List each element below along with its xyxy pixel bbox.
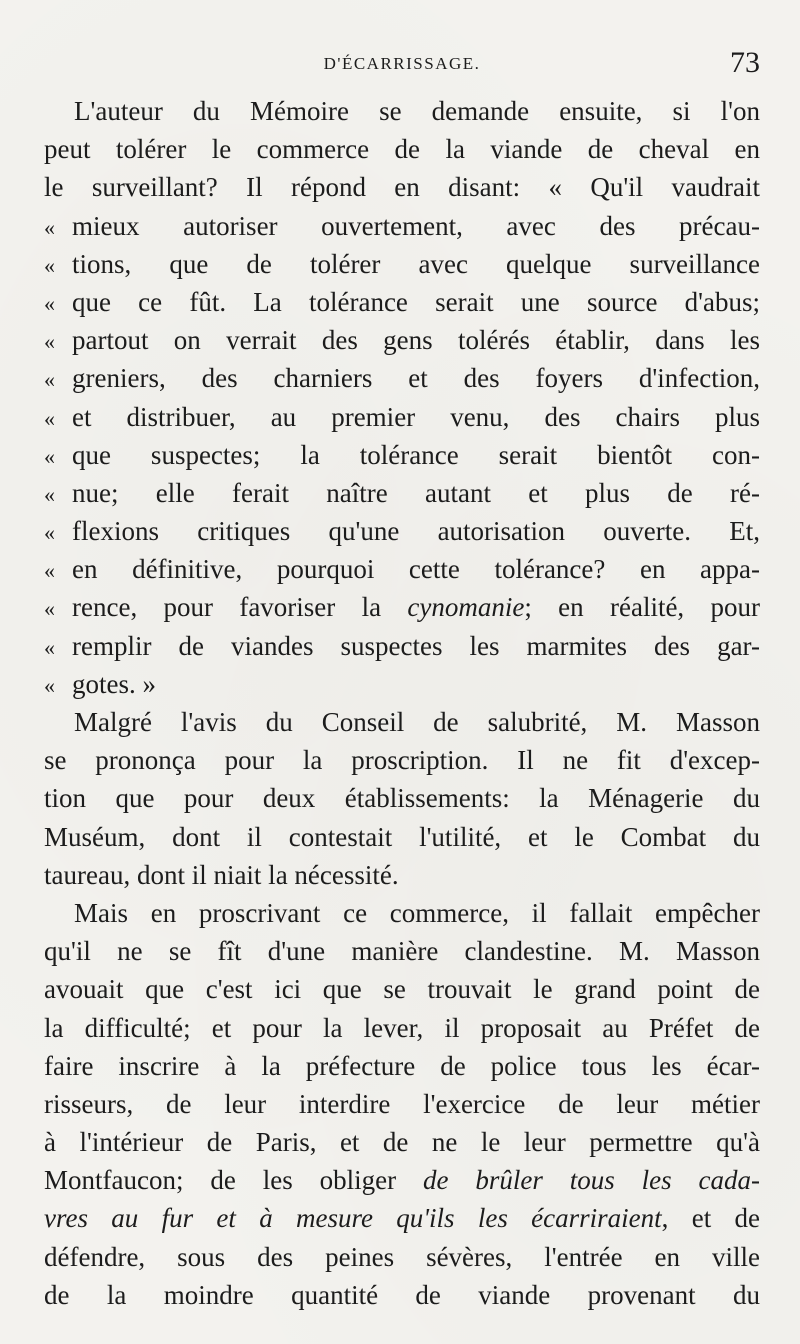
page-number: 73 (730, 46, 760, 79)
quote-mark: « (44, 634, 55, 660)
line-text: Muséum, dont il contestait l'utilité, et le Combat du (44, 821, 760, 852)
quote-mark: « (44, 672, 55, 698)
quote-mark: « (44, 329, 55, 355)
text-line (44, 474, 760, 512)
line-text: risseurs, de leur interdire l'exercice de leur métier (44, 1088, 760, 1119)
line-text: Mais en proscrivant ce commerce, il fallait empêcher (74, 897, 760, 928)
text-line (44, 512, 760, 550)
text-line (44, 398, 760, 436)
text-line (44, 359, 760, 397)
line-text: se prononça pour la proscription. Il ne fit d'excep- (44, 745, 760, 776)
line-text: et distribuer, au premier venu, des chairs plus (72, 401, 760, 432)
text-line (44, 130, 760, 168)
text-line (44, 741, 760, 779)
text-line (44, 665, 760, 703)
text-line (44, 894, 760, 932)
line-text: flexions critiques qu'une autorisation ouverte. Et, (72, 516, 760, 547)
line-text: peut tolérer le commerce de la viande de cheval en (44, 134, 760, 165)
line-text: que suspectes; la tolérance serait bientôt con- (72, 439, 760, 470)
line-text: le surveillant? Il répond en disant: « Qu'il vaudrait (44, 172, 760, 203)
line-text: en définitive, pourquoi cette tolérance? en appa- (72, 554, 760, 585)
quote-mark: « (44, 443, 55, 469)
text-line (44, 207, 760, 245)
text-line (44, 932, 760, 970)
line-text: , et de (661, 1203, 760, 1234)
text-line (44, 588, 760, 626)
text-line (44, 92, 760, 130)
text-line (44, 550, 760, 588)
paragraph (44, 894, 760, 1314)
line-text: partout on verrait des gens tolérés établir, dans les (72, 325, 760, 356)
line-text: qu'il ne se fît d'une manière clandestine. M. Masson (44, 936, 760, 967)
text-line (44, 1276, 760, 1314)
quote-mark: « (44, 520, 55, 546)
quote-mark: « (44, 405, 55, 431)
text-line (44, 703, 760, 741)
text-line (44, 1161, 760, 1199)
quote-mark: « (44, 558, 55, 584)
line-text: tion que pour deux établissements: la Ménagerie du (44, 783, 760, 814)
text-line (44, 779, 760, 817)
quote-mark: « (44, 596, 55, 622)
text-line (44, 283, 760, 321)
line-text: avouait que c'est ici que se trouvait le grand point de (44, 974, 760, 1005)
text-line (44, 1238, 760, 1276)
line-text: nue; elle ferait naître autant et plus de ré- (72, 477, 760, 508)
quote-mark: « (44, 290, 55, 316)
quote-mark: « (44, 481, 55, 507)
line-text: défendre, sous des peines sévères, l'entrée en ville (44, 1241, 760, 1272)
line-text: de la moindre quantité de viande provenant du (44, 1279, 760, 1310)
line-text: greniers, des charniers et des foyers d'infection, (72, 363, 760, 394)
text-line (44, 436, 760, 474)
quote-mark: « (44, 252, 55, 278)
quote-mark: « (44, 214, 55, 240)
line-text: Montfaucon; de les obliger (44, 1165, 423, 1196)
italic-text: de brûler tous les cada- (422, 1165, 760, 1196)
text-line (44, 818, 760, 856)
paragraph (44, 703, 760, 894)
line-text: tions, que de tolérer avec quelque surveillance (72, 248, 760, 279)
body-text (44, 92, 760, 1314)
italic-text: cynomanie (407, 592, 525, 623)
italic-text: vres au fur et à mesure qu'ils les écarriraient (44, 1203, 662, 1234)
line-text: L'auteur du Mémoire se demande ensuite, si l'on (74, 96, 760, 126)
line-text: Malgré l'avis du Conseil de salubrité, M. Masson (74, 707, 760, 737)
line-text: taureau, dont il niait la nécessité. (44, 859, 399, 890)
line-text: à l'intérieur de Paris, et de ne le leur permettre qu'à (44, 1127, 760, 1158)
running-head: D'ÉCARRISSAGE. (323, 54, 481, 73)
text-line (44, 245, 760, 283)
text-line (44, 970, 760, 1008)
line-text: remplir de viandes suspectes les marmites des gar- (72, 630, 760, 661)
line-text: rence, pour favoriser la (72, 592, 408, 623)
text-line (44, 321, 760, 359)
text-line (44, 1123, 760, 1161)
line-text: mieux autoriser ouvertement, avec des précau- (72, 210, 760, 241)
text-line (44, 1009, 760, 1047)
text-line (44, 1199, 760, 1237)
paragraph (44, 92, 760, 703)
text-line (44, 627, 760, 665)
text-line (44, 1085, 760, 1123)
line-text: ; en réalité, pour (524, 592, 760, 623)
text-line (44, 856, 760, 894)
line-text: gotes. » (72, 668, 156, 699)
line-text: que ce fût. La tolérance serait une source d'abus; (72, 286, 760, 317)
quote-mark: « (44, 367, 55, 393)
line-text: la difficulté; et pour la lever, il proposait au Préfet de (44, 1012, 760, 1043)
line-text: faire inscrire à la préfecture de police tous les écar- (44, 1050, 760, 1081)
text-line (44, 1047, 760, 1085)
text-line (44, 168, 760, 206)
page-header (44, 46, 760, 86)
